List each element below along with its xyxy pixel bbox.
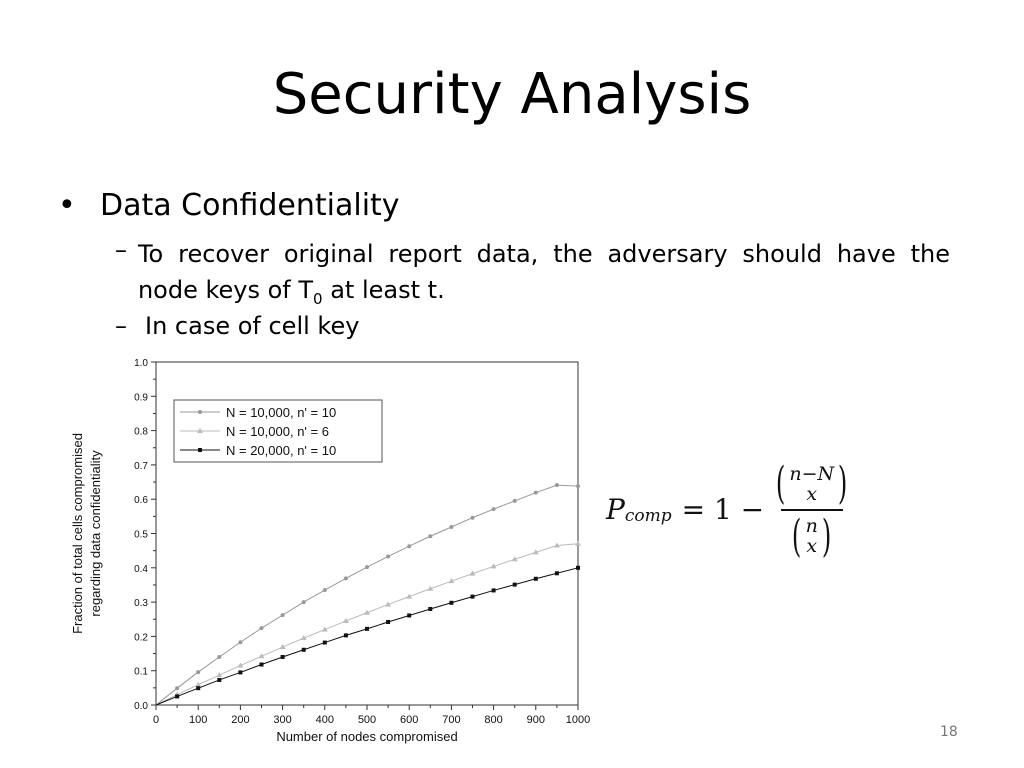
data-point-series-3: [513, 583, 517, 587]
y-tick-label: 0.2: [134, 632, 148, 644]
x-tick-label: 300: [273, 714, 292, 726]
data-point-series-1: [513, 499, 517, 503]
data-point-series-3: [471, 595, 475, 599]
x-tick-label: 700: [442, 714, 461, 726]
data-point-series-1: [428, 534, 432, 538]
data-point-series-1: [492, 507, 496, 511]
y-tick-label: 0.0: [134, 701, 148, 712]
legend-marker: [198, 410, 202, 414]
formula-lhs: P: [606, 493, 625, 527]
compromise-chart: [60, 348, 600, 753]
data-point-series-1: [217, 655, 221, 659]
data-point-series-3: [260, 663, 264, 667]
data-point-series-3: [449, 601, 453, 605]
dash-marker: –: [115, 236, 127, 264]
data-point-series-1: [471, 516, 475, 520]
data-point-series-1: [260, 626, 264, 630]
page-number: 18: [940, 724, 958, 740]
data-point-series-1: [196, 670, 200, 674]
binom-bottom: x: [806, 482, 818, 505]
data-point-series-3: [555, 571, 559, 575]
sub-bullet-recover: [115, 236, 950, 317]
sub-bullet-text: [138, 236, 950, 317]
legend-label: N = 20,000, n' = 10: [226, 443, 337, 458]
data-point-series-3: [196, 686, 200, 690]
y-axis-label-line1: Fraction of total cells compromised: [70, 433, 85, 634]
data-point-series-3: [365, 627, 369, 631]
data-point-series-1: [175, 686, 179, 690]
data-point-series-3: [344, 633, 348, 637]
subscript-zero: 0: [313, 289, 323, 308]
data-point-series-3: [217, 678, 221, 682]
sub-bullet-text-post: at least t.: [322, 276, 445, 304]
x-tick-label: 600: [400, 714, 419, 726]
data-point-series-3: [407, 613, 411, 617]
sub-bullet-text-pre: To recover original report data, the adversary should have the node keys of T: [137, 240, 950, 304]
x-tick-label: 500: [357, 714, 377, 726]
data-point-series-1: [555, 483, 559, 487]
data-point-series-3: [428, 607, 432, 611]
y-tick-label: 0.9: [134, 392, 148, 404]
sub-bullet-cell-key: [115, 312, 359, 340]
y-tick-label: 0.3: [134, 598, 148, 610]
x-axis-label: Number of nodes compromised: [276, 729, 458, 744]
y-tick-label: 0.5: [134, 529, 148, 541]
x-tick-label: 800: [484, 714, 503, 726]
binom-top: n−N: [789, 462, 835, 485]
binom-bottom: x: [806, 535, 818, 557]
data-point-series-1: [365, 565, 369, 569]
data-point-series-3: [492, 588, 496, 592]
series-line-1: [156, 485, 578, 705]
data-point-series-3: [386, 620, 390, 624]
dash-marker: –: [115, 312, 127, 340]
paren-left: (: [792, 510, 802, 562]
x-tick-label: 400: [315, 714, 334, 726]
paren-right: ): [821, 510, 832, 562]
x-tick-label: 0: [152, 714, 160, 726]
legend-label: N = 10,000, n' = 10: [226, 405, 337, 420]
x-tick-label: 1000: [565, 714, 591, 726]
data-point-series-3: [534, 577, 538, 581]
formula-numerator: [772, 458, 851, 509]
data-point-series-3: [281, 655, 285, 659]
y-axis-label-line2: regarding data confidentiality: [88, 450, 103, 617]
data-point-series-3: [323, 641, 327, 645]
formula-equals: = 1 −: [681, 493, 765, 527]
sub-bullet-text: In case of cell key: [145, 312, 360, 340]
formula-fraction: [772, 458, 851, 562]
x-tick-label: 900: [526, 714, 545, 726]
bullet-marker: •: [58, 188, 76, 223]
legend-label: N = 10,000, n' = 6: [226, 424, 329, 439]
data-point-series-3: [175, 694, 179, 698]
data-point-series-1: [323, 588, 327, 592]
x-tick-label: 200: [231, 714, 250, 726]
y-tick-label: 0.6: [134, 495, 148, 507]
y-tick-label: 0.7: [134, 460, 148, 472]
y-tick-label: 0.1: [134, 666, 148, 678]
formula-lhs-sub: comp: [624, 505, 672, 526]
bullet-text: Data Confidentiality: [100, 188, 400, 223]
y-tick-label: 0.8: [134, 426, 148, 438]
legend-marker: [198, 448, 202, 452]
series-line-3: [156, 568, 578, 705]
binom-top: n: [805, 515, 818, 537]
paren-right: ): [837, 458, 848, 509]
data-point-series-1: [238, 640, 242, 644]
data-point-series-1: [449, 525, 453, 529]
x-tick-label: 100: [189, 714, 208, 726]
data-point-series-3: [238, 670, 242, 674]
data-point-series-1: [576, 484, 580, 488]
data-point-series-1: [407, 544, 411, 548]
bullet-data-confidentiality: [58, 188, 400, 223]
data-point-series-1: [386, 554, 390, 558]
formula-denominator: [788, 511, 835, 562]
data-point-series-3: [302, 648, 306, 652]
slide-title: Security Analysis: [272, 62, 752, 127]
data-point-series-2: [575, 541, 581, 546]
y-tick-label: 1.0: [134, 358, 148, 369]
data-point-series-1: [534, 491, 538, 495]
y-tick-label: 0.4: [134, 563, 148, 575]
data-point-series-3: [576, 566, 580, 570]
data-point-series-1: [302, 600, 306, 604]
data-point-series-1: [344, 576, 348, 580]
paren-left: (: [776, 458, 786, 509]
probability-formula: [606, 458, 851, 562]
data-point-series-1: [281, 613, 285, 617]
